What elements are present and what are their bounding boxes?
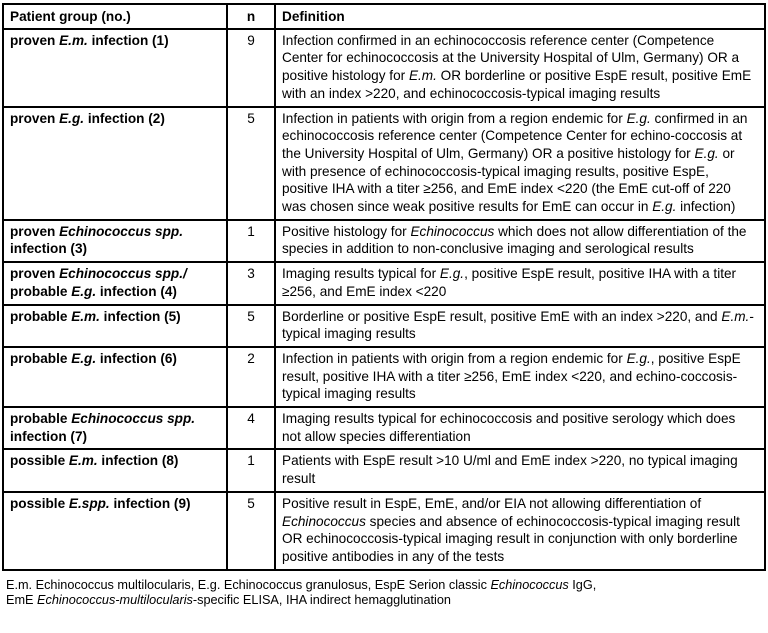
n-cell: 5 (227, 107, 275, 220)
patient-group-cell (3, 220, 227, 262)
header-row (3, 4, 765, 29)
text-segment: E.g. (694, 145, 719, 161)
text-segment: -specific ELISA, IHA indirect hemagglutination (192, 592, 451, 607)
table-row (3, 305, 765, 347)
text-segment: infection (5) (99, 308, 181, 324)
text-segment: E.m. (408, 68, 437, 84)
text-segment: , positive EspE result, positive IHA with a titer ≥256, and EmE index <220 (282, 266, 737, 299)
text-segment: E.m. (71, 308, 100, 324)
text-segment: E.spp. (68, 495, 110, 511)
table-row (3, 29, 765, 107)
text-segment: OR borderline or positive EspE result, positive EmE with an index >220, and echinococcosis-typical imaging results (282, 68, 752, 101)
text-segment: E.m. (59, 32, 88, 48)
n-cell: 1 (227, 220, 275, 262)
column-header-definition: Definition (275, 4, 765, 29)
patient-group-cell (3, 107, 227, 220)
patient-group-cell (3, 29, 227, 107)
table-row (3, 449, 765, 491)
definition-cell (275, 305, 765, 347)
text-segment: Imaging results typical for (282, 266, 440, 282)
text-segment: Imaging results typical for echinococcosis and positive serology which does not allow species differentiation (282, 411, 736, 444)
text-segment: possible (10, 453, 69, 469)
text-segment: infection (2) (84, 110, 165, 126)
text-segment: infection (6) (96, 350, 177, 366)
text-segment: E.g. (71, 283, 97, 299)
text-segment: proven (10, 110, 60, 126)
n-cell: 5 (227, 492, 275, 570)
text-segment: probable (10, 350, 72, 366)
n-cell: 9 (227, 29, 275, 107)
n-cell: 1 (227, 449, 275, 491)
footnote-line-2 (6, 593, 766, 608)
definition-cell (275, 107, 765, 220)
text-segment: possible (10, 495, 69, 511)
text-segment: E.m. (721, 308, 750, 324)
table-row (3, 407, 765, 449)
text-segment: Echinococcus spp. (59, 223, 183, 239)
text-segment: Positive histology for (282, 223, 411, 239)
text-segment: Positive result in EspE, EmE, and/or EIA not allowing differentiation of (282, 495, 702, 511)
table-row (3, 220, 765, 262)
text-segment: Borderline or positive EspE result, positive EmE with an index >220, and (282, 308, 722, 324)
text-segment: probable (10, 411, 72, 427)
text-segment: proven (10, 223, 60, 239)
text-segment: Echinococcus (282, 513, 366, 529)
text-segment: or with presence of echinococcosis-typical imaging results, positive EspE, positive IHA with a titer ≥256, and EmE index <220 (the EmE cut-off of 220 was chosen since weak positive results for EmE can occur in (282, 145, 735, 215)
text-segment: confirmed in an echinococcosis reference center (Competence Center for echino-coccosis at the University Hospital of Ulm, Germany) OR a positive histology for (282, 110, 748, 161)
column-header-patient-group: Patient group (no.) (3, 4, 227, 29)
text-segment: infection (7) (10, 428, 88, 444)
text-segment: E.g. (626, 110, 651, 126)
column-header-n: n (227, 4, 275, 29)
definition-cell (275, 407, 765, 449)
text-segment: infection (4) (96, 283, 177, 299)
patient-group-table (2, 3, 766, 571)
definition-cell (275, 29, 765, 107)
text-segment: Echinococcus-multilocularis (37, 592, 193, 607)
text-segment: Patients with EspE result >10 U/ml and EmE index >220, no typical imaging result (282, 453, 738, 487)
n-cell: 2 (227, 347, 275, 407)
text-segment: Infection in patients with origin from a region endemic for (282, 350, 627, 366)
text-segment: Echinococcus spp. (71, 411, 196, 427)
definition-cell (275, 449, 765, 491)
table-row (3, 492, 765, 570)
footnote-line-1 (6, 578, 766, 593)
n-cell: 5 (227, 305, 275, 347)
text-segment: Infection in patients with origin from a region endemic for (282, 110, 627, 126)
text-segment: E.m. (68, 453, 98, 469)
text-segment: E.g. (439, 266, 465, 282)
text-segment: E.g. (59, 110, 85, 126)
text-segment: EmE (6, 592, 38, 607)
definition-cell (275, 262, 765, 304)
n-cell: 3 (227, 262, 275, 304)
patient-group-cell (3, 449, 227, 491)
text-segment: species and absence of echinococcosis-typical imaging result OR echinococcosis-typical imaging result in conjunction with only borderline positive antibodies in any of the tests (282, 513, 740, 564)
patient-group-cell (3, 305, 227, 347)
definition-cell (275, 492, 765, 570)
table-row (3, 107, 765, 220)
text-segment: probable (10, 283, 72, 299)
table-row (3, 347, 765, 407)
footnote (2, 578, 766, 609)
text-segment: IgG, (568, 577, 597, 592)
text-segment: E.g. (652, 199, 677, 215)
text-segment: E.g. (626, 350, 651, 366)
text-segment: , positive EspE result, positive IHA with a titer ≥256, EmE index <220, and echino-coccosis-typical imaging results (282, 350, 741, 402)
text-segment: infection (3) (10, 241, 88, 257)
patient-group-cell (3, 407, 227, 449)
definition-cell (275, 220, 765, 262)
text-segment: Echinococcus spp./ (59, 266, 187, 282)
table-row (3, 262, 765, 304)
patient-group-cell (3, 262, 227, 304)
text-segment: infection (9) (109, 495, 191, 511)
patient-group-cell (3, 347, 227, 407)
text-segment: infection (1) (87, 32, 169, 48)
text-segment: infection (8) (97, 453, 179, 469)
text-segment: E.m. Echinococcus multilocularis, E.g. Echinococcus granulosus, EspE Serion classic (6, 577, 491, 592)
text-segment: Echinococcus (490, 577, 569, 592)
text-segment: proven (10, 32, 60, 48)
text-segment: infection) (676, 199, 736, 215)
text-segment: Infection confirmed in an echinococcosis reference center (Competence Center for echinococcosis at the University Hospital of Ulm, Germany) OR a positive histology for (282, 32, 740, 84)
text-segment: which does not allow differentiation of the species in addition to non-conclusive imaging and serological results (282, 223, 747, 257)
n-cell: 4 (227, 407, 275, 449)
text-segment: probable (10, 308, 72, 324)
text-segment: -typical imaging results (282, 308, 754, 342)
text-segment: proven (10, 266, 60, 282)
text-segment: E.g. (71, 350, 97, 366)
text-segment: Echinococcus (410, 223, 495, 239)
definition-cell (275, 347, 765, 407)
patient-group-cell (3, 492, 227, 570)
